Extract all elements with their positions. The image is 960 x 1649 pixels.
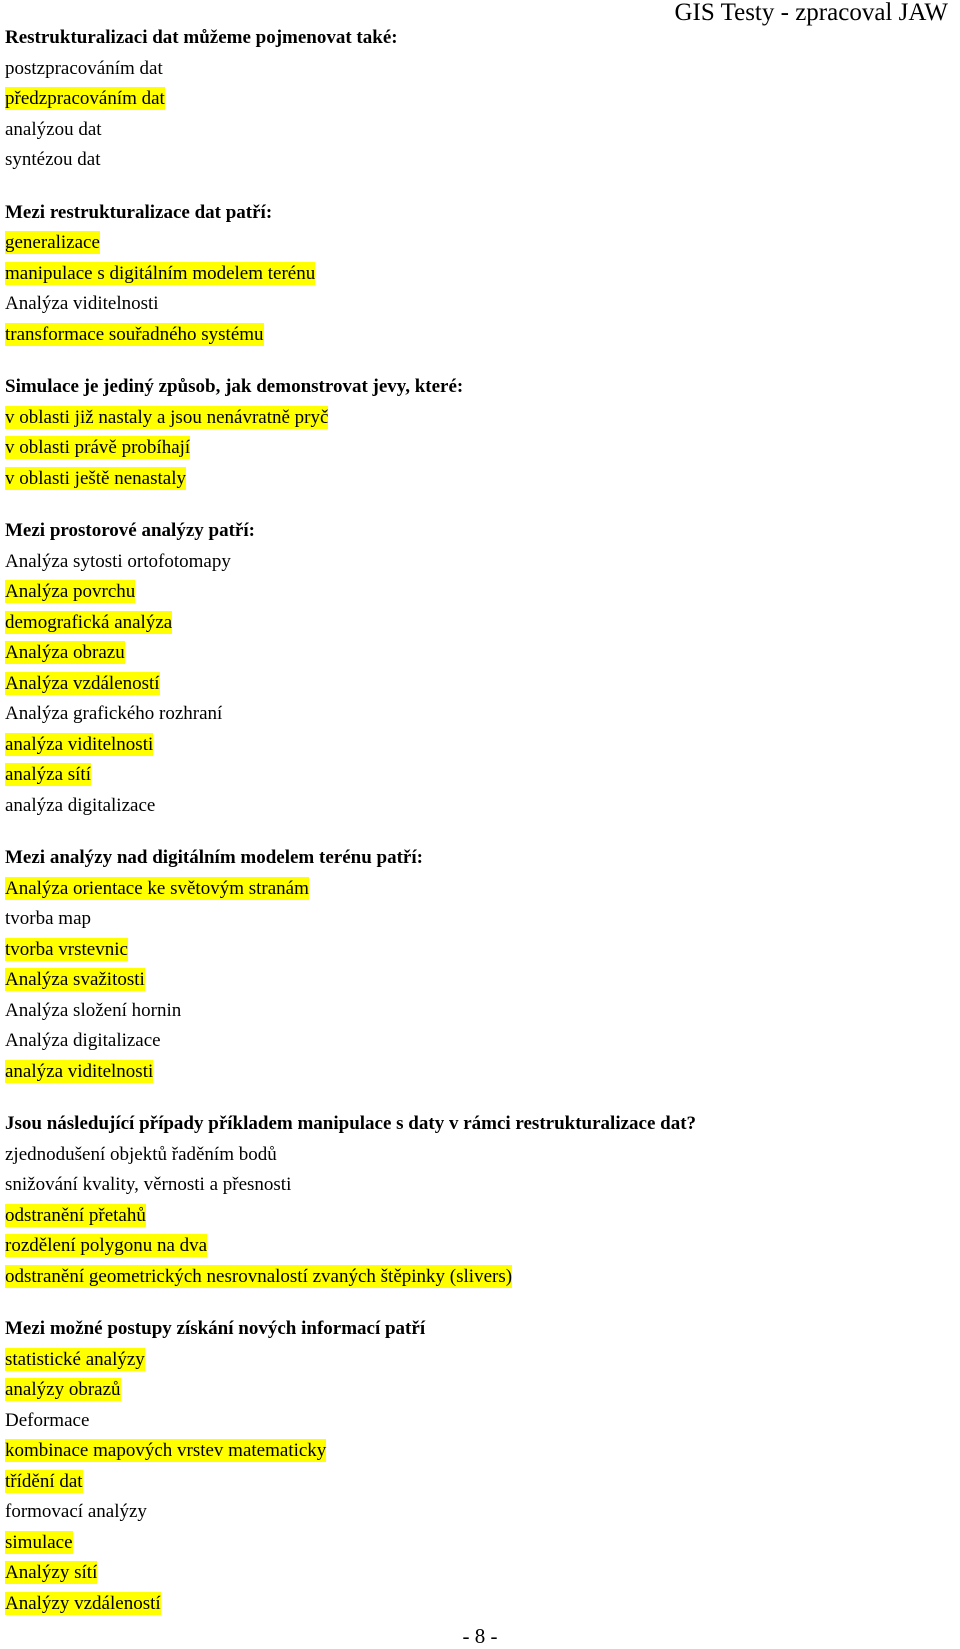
answer-option-correct xyxy=(5,669,945,700)
answer-option-text: Analýza grafického rozhraní xyxy=(5,703,223,724)
answer-option-text: Analýza vzdáleností xyxy=(5,672,160,694)
answer-option-text: analýza sítí xyxy=(5,764,91,785)
answer-option-correct xyxy=(5,1375,945,1406)
answer-option-text: transformace souřadného systému xyxy=(5,323,264,345)
answer-option-text: Analýza sytosti ortofotomapy xyxy=(5,550,231,572)
answer-option-correct xyxy=(5,1467,945,1498)
question-text: Mezi analýzy nad digitálním modelem terénu patří: xyxy=(5,847,423,868)
answer-option-text: Analýza složení hornin xyxy=(5,999,182,1021)
answer-option-text: analýzy obrazů xyxy=(5,1379,121,1400)
answer-option-text: Analýza orientace ke světovým stranám xyxy=(5,877,309,899)
answer-option-text: odstranění geometrických nesrovnalostí zvaných štěpinky (slivers) xyxy=(5,1265,513,1287)
question-text: Restrukturalizaci dat můžeme pojmenovat také: xyxy=(5,27,398,48)
answer-option-correct xyxy=(5,320,945,351)
answer-option xyxy=(5,547,945,578)
answer-option-text: Deformace xyxy=(5,1409,90,1431)
answer-option-correct xyxy=(5,1057,945,1088)
question-text: Simulace je jediný způsob, jak demonstrovat jevy, které: xyxy=(5,376,464,397)
answer-option xyxy=(5,54,945,85)
answer-option-correct xyxy=(5,1201,945,1232)
answer-option-text: simulace xyxy=(5,1531,73,1553)
question-block xyxy=(5,843,945,1087)
answer-option xyxy=(5,791,945,822)
answer-option-text: Analýza svažitosti xyxy=(5,969,145,990)
answer-option-text: odstranění přetahů xyxy=(5,1204,146,1226)
answer-option-correct xyxy=(5,1262,945,1293)
answer-option-text: Analýza viditelnosti xyxy=(5,293,159,314)
question-block xyxy=(5,1314,945,1619)
answer-option-text: tvorba map xyxy=(5,908,92,929)
answer-option-text: rozdělení polygonu na dva xyxy=(5,1235,208,1256)
answer-option-text: snižování kvality, věrnosti a přesnosti xyxy=(5,1174,292,1195)
answer-option xyxy=(5,996,945,1027)
question-text: Mezi restrukturalizace dat patří: xyxy=(5,201,273,223)
answer-option-text: v oblasti právě probíhají xyxy=(5,437,191,458)
answer-option-correct xyxy=(5,608,945,639)
answer-option-text: předzpracováním dat xyxy=(5,88,165,109)
answer-option-correct xyxy=(5,259,945,290)
answer-option-text: v oblasti ještě nenastaly xyxy=(5,467,186,489)
question-text: Jsou následující případy příkladem manipulace s daty v rámci restrukturalizace dat? xyxy=(5,1113,697,1134)
answer-option xyxy=(5,289,945,320)
question-block xyxy=(5,1109,945,1292)
answer-option-correct xyxy=(5,1589,945,1620)
page-number: - 8 - xyxy=(462,1624,498,1648)
answer-option-correct xyxy=(5,577,945,608)
answer-option-correct xyxy=(5,1345,945,1376)
answer-option-correct xyxy=(5,1231,945,1262)
answer-option-text: Analýza obrazu xyxy=(5,642,125,663)
answer-option xyxy=(5,1497,945,1528)
answer-option-text: Analýza povrchu xyxy=(5,581,136,602)
answer-option xyxy=(5,145,945,176)
answer-option-text: analýza digitalizace xyxy=(5,794,156,816)
answer-option-correct xyxy=(5,935,945,966)
answer-option-text: demografická analýza xyxy=(5,611,173,633)
answer-option-text: formovací analýzy xyxy=(5,1501,147,1522)
answer-option-text: kombinace mapových vrstev matematicky xyxy=(5,1440,327,1461)
question-block xyxy=(5,23,945,176)
answer-option-text: postzpracováním dat xyxy=(5,57,163,79)
answer-option-text: zjednodušení objektů řaděním bodů xyxy=(5,1143,277,1165)
answer-option-correct xyxy=(5,1558,945,1589)
question-text: Mezi prostorové analýzy patří: xyxy=(5,520,255,541)
answer-option-text: generalizace xyxy=(5,232,100,253)
answer-option-text: tvorba vrstevnic xyxy=(5,938,128,960)
answer-option-correct xyxy=(5,228,945,259)
question-list xyxy=(5,23,945,1641)
answer-option-correct xyxy=(5,965,945,996)
answer-option xyxy=(5,1140,945,1171)
answer-option-correct xyxy=(5,84,945,115)
answer-option xyxy=(5,115,945,146)
answer-option-correct xyxy=(5,433,945,464)
answer-option-text: analýza viditelnosti xyxy=(5,1060,154,1082)
answer-option-correct xyxy=(5,874,945,905)
question-text: Mezi možné postupy získání nových informací patří xyxy=(5,1318,426,1339)
question-block xyxy=(5,516,945,821)
answer-option-correct xyxy=(5,730,945,761)
answer-option-correct xyxy=(5,760,945,791)
answer-option xyxy=(5,1026,945,1057)
answer-option xyxy=(5,1170,945,1201)
answer-option-text: syntézou dat xyxy=(5,149,101,170)
answer-option xyxy=(5,1406,945,1437)
answer-option-correct xyxy=(5,1528,945,1559)
page-header: GIS Testy - zpracoval JAW xyxy=(674,0,948,26)
answer-option-correct xyxy=(5,403,945,434)
question-block xyxy=(5,372,945,494)
answer-option-text: analýzou dat xyxy=(5,118,102,140)
answer-option-text: analýza viditelnosti xyxy=(5,733,154,755)
answer-option xyxy=(5,904,945,935)
answer-option-text: třídění dat xyxy=(5,1470,83,1492)
answer-option-correct xyxy=(5,638,945,669)
answer-option-correct xyxy=(5,1436,945,1467)
answer-option-text: Analýzy sítí xyxy=(5,1562,98,1583)
question-block xyxy=(5,198,945,351)
answer-option xyxy=(5,699,945,730)
answer-option-text: Analýza digitalizace xyxy=(5,1030,161,1051)
answer-option-text: Analýzy vzdáleností xyxy=(5,1592,161,1614)
answer-option-text: manipulace s digitálním modelem terénu xyxy=(5,262,316,284)
answer-option-text: v oblasti již nastaly a jsou nenávratně pryč xyxy=(5,406,329,428)
answer-option-text: statistické analýzy xyxy=(5,1348,145,1370)
answer-option-correct xyxy=(5,464,945,495)
